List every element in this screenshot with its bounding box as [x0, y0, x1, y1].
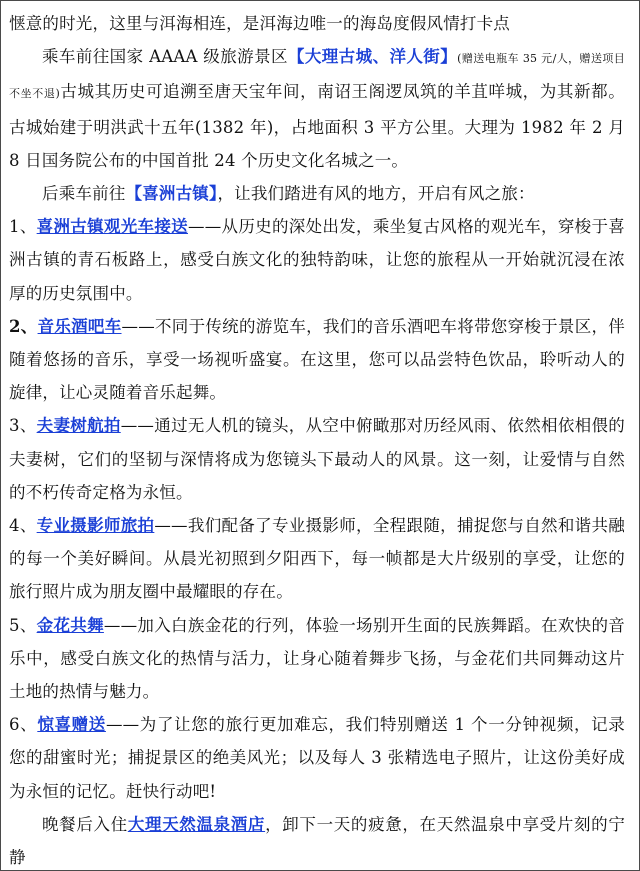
xizhou-highlight: 【喜洲古镇】 [125, 184, 218, 204]
item-text: 不同于传统的游览车，我们的音乐酒吧车将带您穿梭于景区，伴随着悠扬的音乐，享受一场视听盛宴。在这里，您可以品尝特色饮品，聆听动人的旋律，让心灵随着音乐起舞。 [9, 316, 625, 403]
paragraph-hotel [9, 808, 625, 871]
dali-pre-text: 乘车前往国家 AAAA 级旅游景区 [42, 47, 288, 67]
item-dash: —— [154, 516, 188, 536]
list-item-5 [9, 609, 625, 709]
item-text: 通过无人机的镜头，从空中俯瞰那对历经风雨、依然相依相偎的夫妻树，它们的坚韧与深情将成为您镜头下最动人的风景。这一刻，让爱情与自然的不朽传奇定格为永恒。 [9, 416, 626, 502]
item-title: 音乐酒吧车 [37, 316, 122, 336]
item-number: 2、 [9, 316, 38, 336]
item-title: 惊喜赠送 [37, 715, 106, 735]
dali-post-text: 古城其历史可追溯至唐天宝年间，南诏王阁逻凤筑的羊苴咩城，为其新都。古城始建于明洪武十五年(1382 年)，占地面积 3 平方公里。大理为 1982 年 2 月 8 日国务院公布的中国首批 24 个历史文化名城之一。 [9, 82, 625, 170]
item-dash: —— [103, 615, 138, 635]
list-item-3 [9, 409, 625, 509]
list-item-4 [9, 509, 625, 609]
hotel-highlight: 大理天然温泉酒店 [127, 814, 266, 834]
item-title: 金花共舞 [36, 615, 104, 635]
item-text: 从历史的深处出发，乘坐复古风格的观光车，穿梭于喜洲古镇的青石板路上，感受白族文化的独特韵味，让您的旅程从一开始就沉浸在浓厚的历史氛围中。 [9, 217, 625, 303]
item-title: 夫妻树航拍 [36, 416, 121, 436]
intro-line [9, 7, 625, 40]
list-item-1 [9, 210, 625, 310]
item-number: 5、 [9, 615, 37, 635]
list-item-2 [9, 310, 625, 410]
dali-old-town-highlight: 【大理古城、洋人街】 [287, 47, 458, 67]
intro-text: 惬意的时光，这里与洱海相连，是洱海边唯一的海岛度假风情打卡点 [9, 14, 510, 33]
dali-note: (赠送电瓶车 35 元/人，赠送项目不坐不退) [9, 52, 626, 101]
list-item-6 [9, 708, 625, 808]
item-title: 专业摄影师旅拍 [36, 516, 155, 536]
xizhou-post-text: ，让我们踏进有风的地方，开启有风之旅： [217, 184, 535, 204]
item-number: 6、 [9, 715, 38, 735]
paragraph-dali-old-town [9, 40, 625, 177]
item-dash: —— [120, 416, 155, 436]
item-number: 4、 [9, 516, 37, 536]
item-title: 喜洲古镇观光车接送 [36, 217, 188, 237]
hotel-pre-text: 晚餐后入住 [42, 814, 128, 834]
hotel-post-text: ，卸下一天的疲惫，在天然温泉中享受片刻的宁静 [9, 814, 626, 868]
paragraph-xizhou [9, 177, 625, 210]
item-dash: —— [121, 316, 155, 336]
item-dash: —— [188, 217, 222, 237]
item-number: 1、 [9, 217, 37, 237]
item-text: 加入白族金花的行列，体验一场别开生面的民族舞蹈。在欢快的音乐中，感受白族文化的热情与活力，让身心随着舞步飞扬，与金花们共同舞动这片土地的热情与魅力。 [9, 615, 625, 702]
item-text: 我们配备了专业摄影师，全程跟随，捕捉您与自然和谐共融的每一个美好瞬间。从晨光初照到夕阳西下，每一帧都是大片级别的享受，让您的旅行照片成为朋友圈中最耀眼的存在。 [9, 516, 625, 602]
xizhou-pre-text: 后乘车前往 [42, 184, 126, 204]
item-text: 为了让您的旅行更加难忘，我们特别赠送 1 个一分钟视频，记录您的甜蜜时光；捕捉景区的绝美风光；以及每人 3 张精选电子照片，让这份美好成为永恒的记忆。赶快行动吧! [9, 715, 625, 801]
item-number: 3、 [9, 416, 37, 436]
item-dash: —— [105, 715, 140, 735]
